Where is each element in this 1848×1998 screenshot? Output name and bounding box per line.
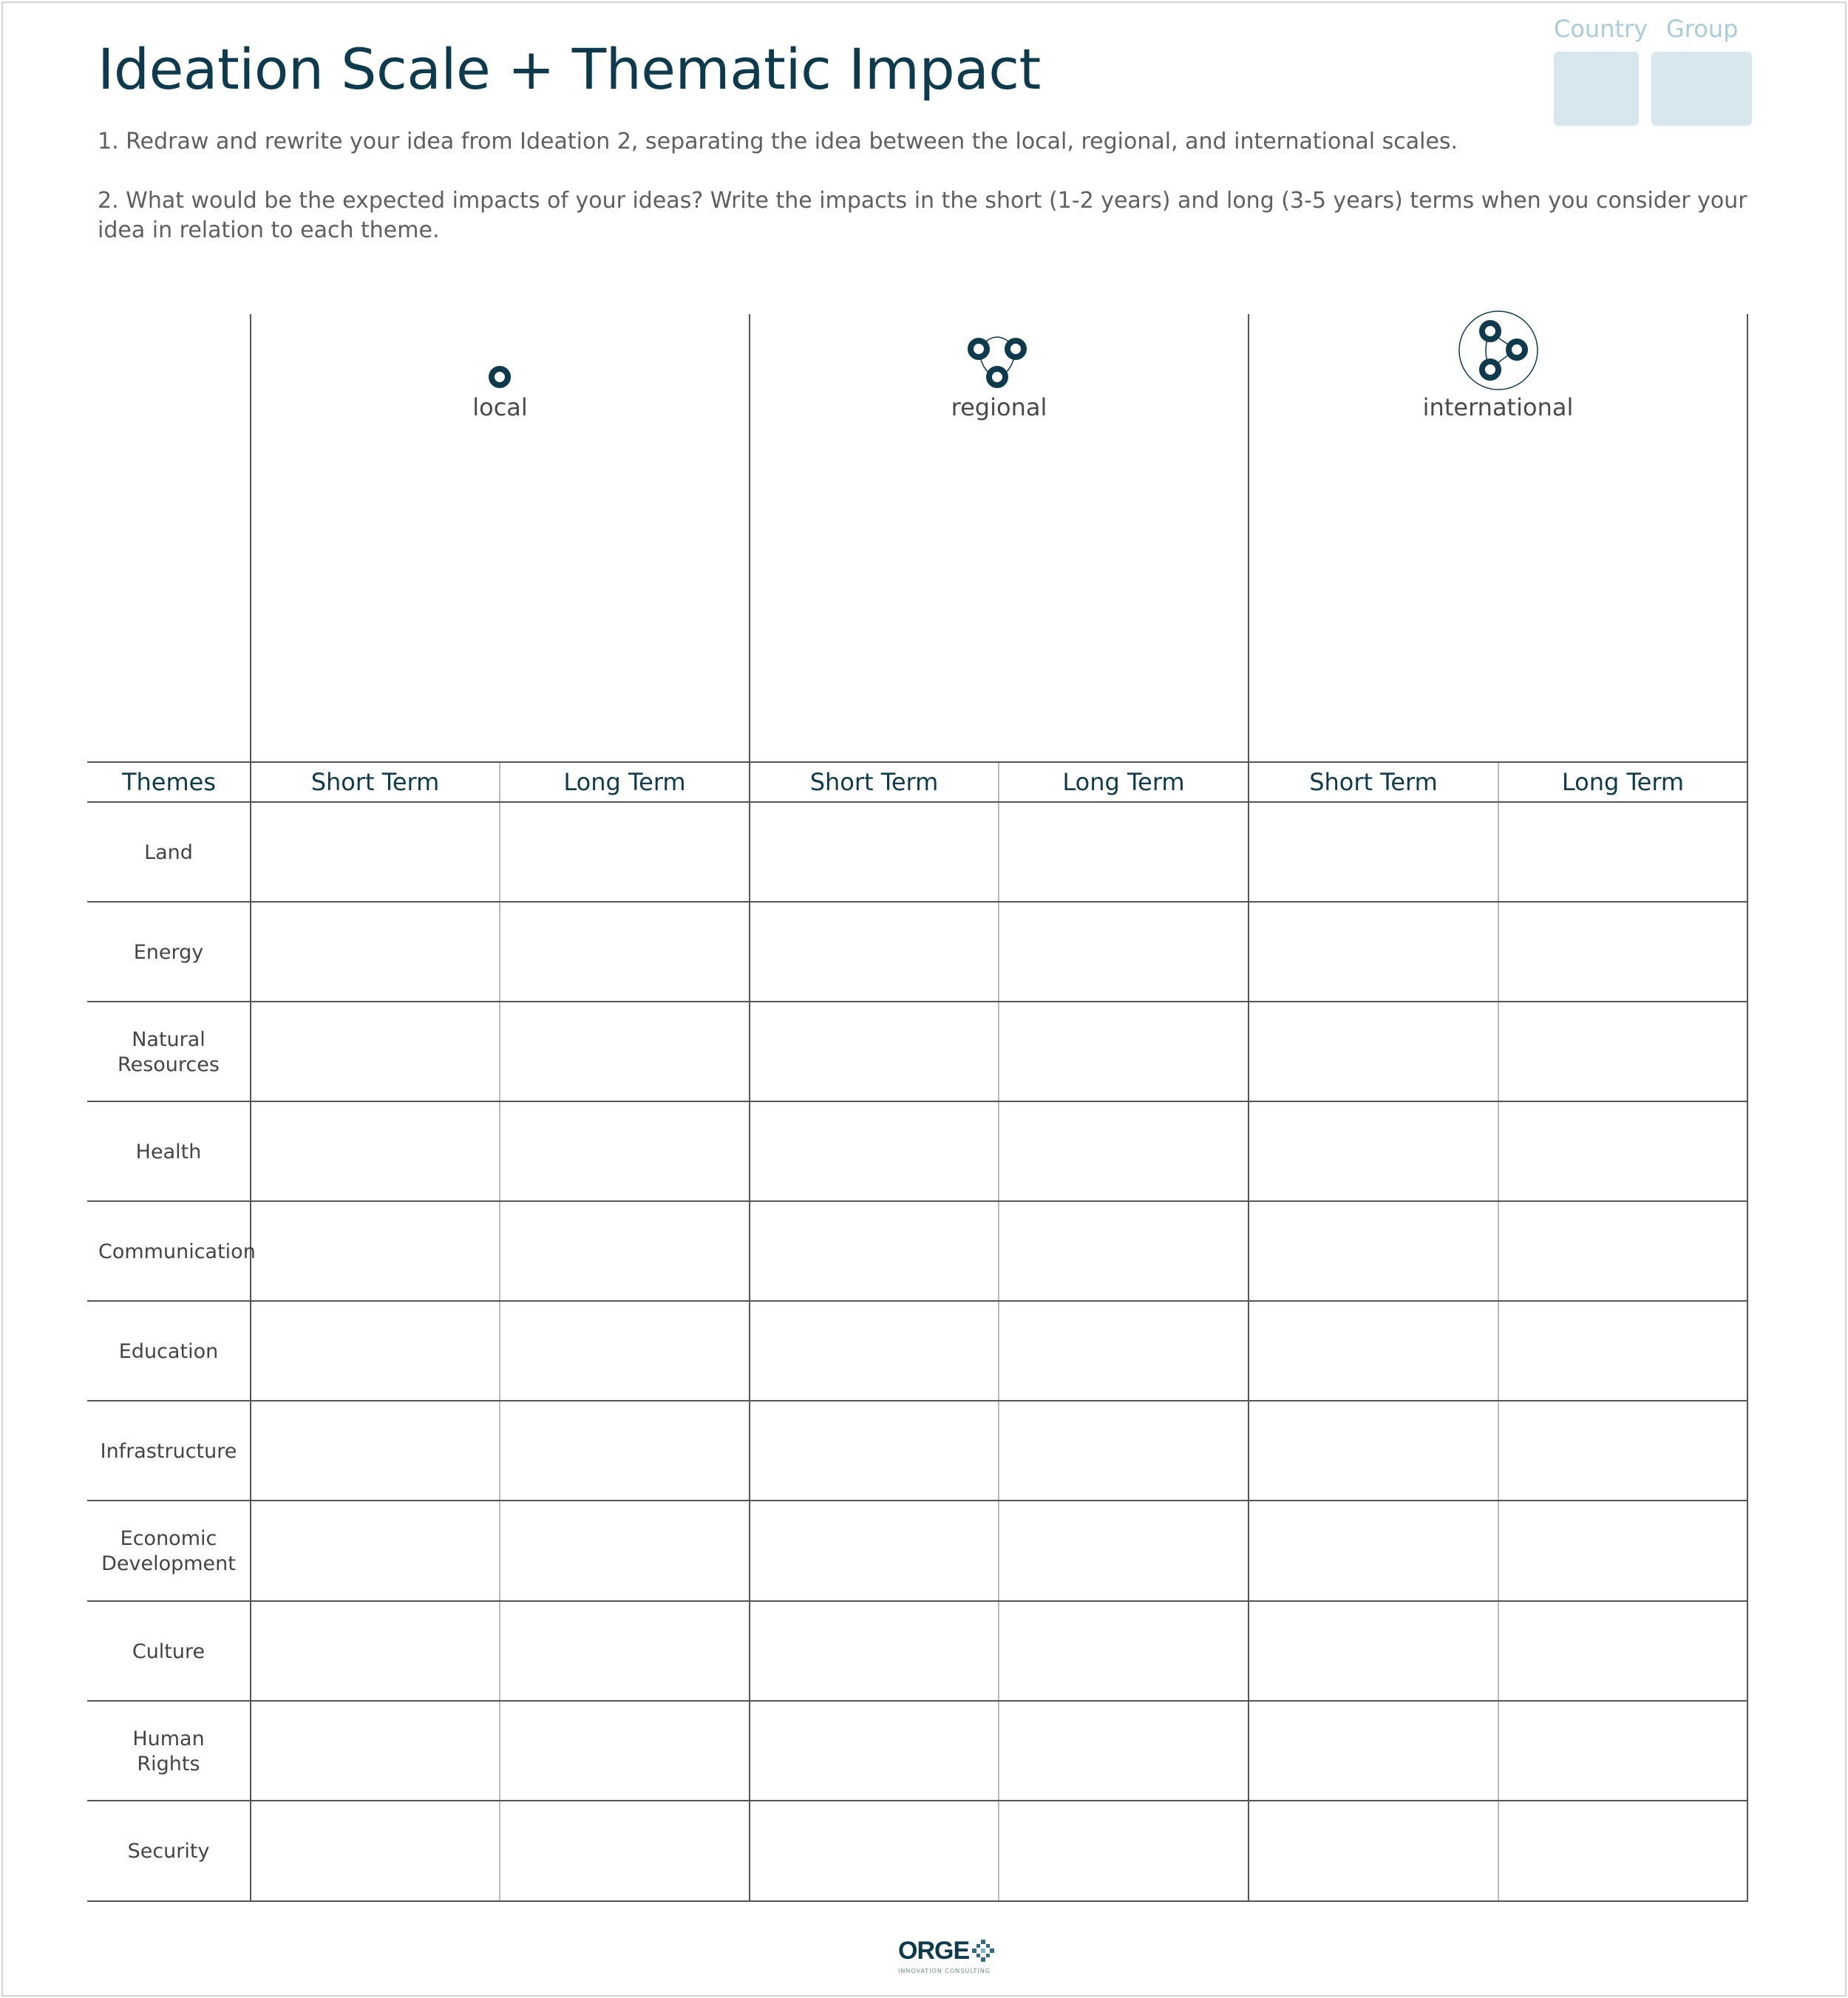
orge-logo <box>898 1937 1002 1978</box>
cell-culture-international-long[interactable] <box>1499 1602 1747 1700</box>
cell-education-local-long[interactable] <box>500 1302 749 1400</box>
cell-culture-local-long[interactable] <box>500 1602 749 1700</box>
cell-energy-local-long[interactable] <box>500 903 749 1001</box>
regional-scale-icon <box>971 337 1024 385</box>
group-label: Group <box>1666 15 1739 43</box>
cell-natural-resources-local-long[interactable] <box>500 1002 749 1101</box>
cell-culture-international-short[interactable] <box>1249 1602 1498 1700</box>
cell-security-regional-short[interactable] <box>750 1801 999 1900</box>
cell-energy-local-short[interactable] <box>251 903 500 1001</box>
local-short-term-header: Short Term <box>310 768 440 796</box>
cell-security-international-long[interactable] <box>1499 1801 1747 1900</box>
cell-human-rights-local-long[interactable] <box>500 1702 749 1800</box>
theme-human-rights: Human Rights <box>132 1727 205 1776</box>
local-long-term-header: Long Term <box>563 768 686 796</box>
theme-culture: Culture <box>132 1639 205 1663</box>
cell-energy-regional-long[interactable] <box>999 903 1248 1001</box>
regional-short-term-header: Short Term <box>809 768 939 796</box>
cell-health-local-long[interactable] <box>500 1102 749 1200</box>
cell-economic-development-international-short[interactable] <box>1249 1501 1498 1600</box>
local-scale-icon <box>492 369 508 385</box>
cell-natural-resources-regional-long[interactable] <box>999 1002 1248 1101</box>
cell-natural-resources-international-short[interactable] <box>1249 1002 1498 1101</box>
cell-natural-resources-international-long[interactable] <box>1499 1002 1747 1101</box>
cell-human-rights-regional-short[interactable] <box>750 1702 999 1800</box>
scale-label-regional: regional <box>951 393 1047 421</box>
scale-label-local: local <box>472 393 528 421</box>
theme-health: Health <box>135 1140 202 1163</box>
cell-security-local-short[interactable] <box>251 1801 500 1900</box>
cell-human-rights-international-long[interactable] <box>1499 1702 1747 1800</box>
cell-culture-regional-short[interactable] <box>750 1602 999 1700</box>
cell-human-rights-international-short[interactable] <box>1249 1702 1498 1800</box>
cell-economic-development-international-long[interactable] <box>1499 1501 1747 1600</box>
cell-communication-international-long[interactable] <box>1499 1202 1747 1300</box>
international-short-term-header: Short Term <box>1309 768 1438 796</box>
cell-land-local-long[interactable] <box>500 803 749 901</box>
cell-land-regional-short[interactable] <box>750 803 999 901</box>
cell-culture-regional-long[interactable] <box>999 1602 1248 1700</box>
page-title: Ideation Scale + Thematic Impact <box>98 36 1041 102</box>
drawing-area-local[interactable] <box>252 429 748 760</box>
instruction-2: 2. What would be the expected impacts of your ideas? Write the impacts in the short (1-2 years) and long (3-5 years) terms when you consider your idea in relation to each theme. <box>98 188 1747 243</box>
theme-communication: Communication <box>98 1240 256 1263</box>
cell-education-international-short[interactable] <box>1249 1302 1498 1400</box>
theme-infrastructure: Infrastructure <box>100 1439 237 1463</box>
cell-culture-local-short[interactable] <box>251 1602 500 1700</box>
cell-education-regional-long[interactable] <box>999 1302 1248 1400</box>
drawing-area-international[interactable] <box>1250 429 1746 760</box>
cell-communication-local-long[interactable] <box>500 1202 749 1300</box>
cell-communication-regional-long[interactable] <box>999 1202 1248 1300</box>
cell-natural-resources-regional-short[interactable] <box>750 1002 999 1101</box>
cell-land-regional-long[interactable] <box>999 803 1248 901</box>
cell-security-local-long[interactable] <box>500 1801 749 1900</box>
international-scale-icon <box>1459 311 1538 390</box>
cell-land-international-long[interactable] <box>1499 803 1747 901</box>
cell-economic-development-regional-short[interactable] <box>750 1501 999 1600</box>
theme-education: Education <box>118 1339 219 1363</box>
theme-land: Land <box>144 840 193 864</box>
cell-economic-development-regional-long[interactable] <box>999 1501 1248 1600</box>
cell-health-regional-long[interactable] <box>999 1102 1248 1200</box>
themes-header: Themes <box>121 768 217 796</box>
cell-infrastructure-local-long[interactable] <box>500 1401 749 1500</box>
country-label: Country <box>1554 15 1648 43</box>
cell-land-local-short[interactable] <box>251 803 500 901</box>
cell-health-local-short[interactable] <box>251 1102 500 1200</box>
cell-energy-international-short[interactable] <box>1249 903 1498 1001</box>
cell-economic-development-local-long[interactable] <box>500 1501 749 1600</box>
scale-label-international: international <box>1422 393 1574 421</box>
cell-security-international-short[interactable] <box>1249 1801 1498 1900</box>
cell-communication-international-short[interactable] <box>1249 1202 1498 1300</box>
cell-energy-international-long[interactable] <box>1499 903 1747 1001</box>
cell-security-regional-long[interactable] <box>999 1801 1248 1900</box>
cell-infrastructure-regional-long[interactable] <box>999 1401 1248 1500</box>
regional-long-term-header: Long Term <box>1062 768 1185 796</box>
theme-security: Security <box>127 1839 210 1863</box>
cell-education-local-short[interactable] <box>251 1302 500 1400</box>
cell-natural-resources-local-short[interactable] <box>251 1002 500 1101</box>
cell-education-international-long[interactable] <box>1499 1302 1747 1400</box>
cell-infrastructure-local-short[interactable] <box>251 1401 500 1500</box>
logo-text: ORGE <box>898 1937 970 1965</box>
theme-natural-resources: Natural Resources <box>118 1027 220 1076</box>
theme-economic-development: Economic Development <box>101 1526 236 1575</box>
cell-economic-development-local-short[interactable] <box>251 1501 500 1600</box>
cell-land-international-short[interactable] <box>1249 803 1498 901</box>
cell-health-international-long[interactable] <box>1499 1102 1747 1200</box>
international-long-term-header: Long Term <box>1561 768 1685 796</box>
theme-energy: Energy <box>133 940 204 964</box>
logo-subtitle: INNOVATION CONSULTING <box>898 1968 991 1974</box>
cell-infrastructure-regional-short[interactable] <box>750 1401 999 1500</box>
drawing-area-regional[interactable] <box>751 429 1247 760</box>
cell-health-international-short[interactable] <box>1249 1102 1498 1200</box>
instruction-1: 1. Redraw and rewrite your idea from Ideation 2, separating the idea between the local, regional, and international scales. <box>98 129 1458 154</box>
cell-health-regional-short[interactable] <box>750 1102 999 1200</box>
logo-mark-icon <box>972 1940 994 1962</box>
cell-communication-regional-short[interactable] <box>750 1202 999 1300</box>
cell-education-regional-short[interactable] <box>750 1302 999 1400</box>
cell-energy-regional-short[interactable] <box>750 903 999 1001</box>
cell-communication-local-short[interactable] <box>251 1202 500 1300</box>
cell-infrastructure-international-short[interactable] <box>1249 1401 1498 1500</box>
cell-human-rights-local-short[interactable] <box>251 1702 500 1800</box>
cell-human-rights-regional-long[interactable] <box>999 1702 1248 1800</box>
cell-infrastructure-international-long[interactable] <box>1499 1401 1747 1500</box>
